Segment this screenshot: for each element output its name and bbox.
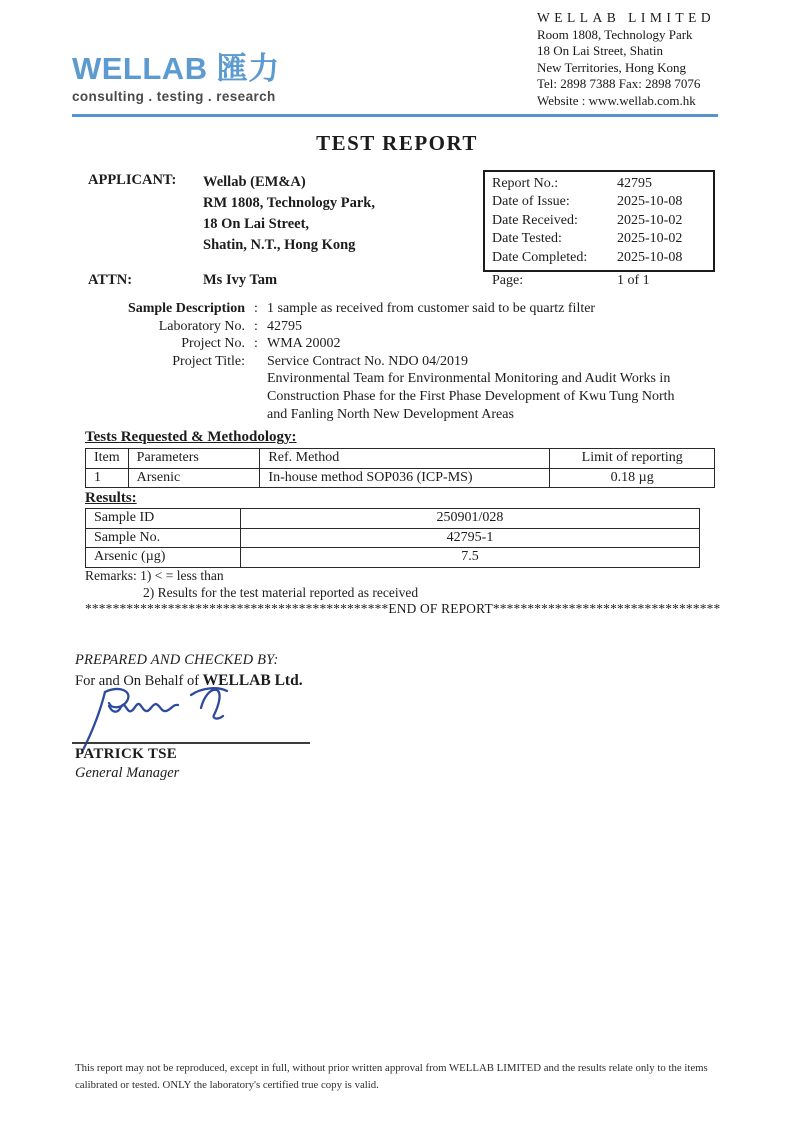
signatory-name: PATRICK TSE — [75, 746, 178, 762]
col-header-ref-method: Ref. Method — [260, 449, 550, 469]
report-no-value: 42795 — [617, 176, 652, 191]
logo-brand-en: WELLAB — [72, 51, 208, 86]
report-info-row — [492, 249, 713, 267]
company-name: WELLAB LIMITED — [537, 10, 716, 25]
project-no-label: Project No. — [181, 336, 245, 352]
applicant-line: RM 1808, Technology Park, — [203, 195, 375, 211]
colon-separator — [245, 353, 267, 371]
table-row — [86, 548, 700, 568]
date-tested-value: 2025-10-02 — [617, 231, 683, 247]
results-table — [85, 508, 700, 568]
company-address-line: New Territories, Hong Kong — [537, 59, 687, 75]
project-title-cont: Environmental Team for Environmental Monitoring and Audit Works in — [267, 371, 671, 387]
company-logo — [72, 52, 280, 104]
remark-line-2: 2) Results for the test material reported as received — [143, 584, 419, 600]
project-title-value: Service Contract No. NDO 04/2019 — [267, 353, 469, 369]
signature-image — [71, 684, 291, 750]
applicant-address — [203, 172, 375, 256]
laboratory-no-value: 42795 — [267, 318, 302, 334]
date-of-issue-value: 2025-10-08 — [617, 194, 683, 210]
cell-sample-id-label: Sample ID — [86, 509, 241, 529]
table-row — [86, 528, 700, 548]
tests-methodology-table — [85, 448, 715, 488]
footer-disclaimer: This report may not be reproduced, except in full, without prior written approval from WELLAB LIMITED and the results relate only to the items calibrated or tested. ONLY the laboratory's certified true copy is valid. — [75, 1062, 708, 1091]
page-value: 1 of 1 — [617, 273, 650, 288]
col-header-limit: Limit of reporting — [550, 449, 715, 469]
header-divider-rule — [72, 114, 718, 117]
date-tested-label: Date Tested: — [492, 231, 562, 247]
project-title-cont: Construction Phase for the First Phase Development of Kwu Tung North — [267, 388, 675, 404]
remark-line-1: Remarks: 1) < = less than — [85, 568, 224, 583]
date-received-value: 2025-10-02 — [617, 212, 683, 228]
table-header-row — [86, 449, 715, 469]
results-heading: Results: — [85, 490, 137, 506]
table-row — [86, 468, 715, 488]
report-info-row — [492, 230, 713, 248]
cell-item: 1 — [86, 468, 129, 488]
sample-description-label: Sample Description — [127, 301, 245, 316]
end-of-report-line: ********************************************END OF REPORT********************************* — [85, 601, 721, 616]
empty-separator — [245, 406, 267, 424]
empty-separator — [245, 370, 267, 388]
empty-label — [85, 406, 245, 424]
laboratory-no-label: Laboratory No. — [158, 318, 245, 334]
page-number-row — [492, 273, 722, 289]
cell-limit: 0.18 µg — [550, 468, 715, 488]
cell-parameter: Arsenic — [128, 468, 260, 488]
colon-separator: : — [254, 318, 258, 334]
behalf-company: WELLAB Ltd. — [202, 672, 303, 689]
report-info-row — [492, 212, 713, 230]
remarks-block — [85, 568, 418, 602]
col-header-parameters: Parameters — [128, 449, 260, 469]
empty-label — [85, 388, 245, 406]
cell-ref-method: In-house method SOP036 (ICP-MS) — [260, 468, 550, 488]
project-title-row — [85, 353, 675, 371]
colon-separator: : — [254, 336, 258, 352]
project-title-cont-row — [85, 370, 675, 388]
colon-separator: : — [254, 301, 258, 316]
project-title-label: Project Title: — [172, 353, 245, 369]
behalf-prefix: For and On Behalf of — [75, 673, 203, 689]
empty-label — [85, 370, 245, 388]
report-info-row — [492, 193, 713, 211]
company-address-block — [537, 10, 715, 109]
sample-info-block — [85, 300, 675, 423]
company-website-line: Website : www.wellab.com.hk — [537, 92, 696, 108]
cell-sample-id-value: 250901/028 — [241, 509, 700, 529]
report-info-box — [483, 170, 715, 272]
table-row — [86, 509, 700, 529]
report-no-label: Report No.: — [492, 176, 559, 191]
logo-brand-text — [72, 52, 280, 86]
date-received-label: Date Received: — [492, 212, 578, 228]
date-completed-label: Date Completed: — [492, 249, 588, 265]
signatory-role: General Manager — [75, 765, 180, 781]
logo-tagline: consulting . testing . research — [72, 89, 276, 104]
company-address-line: 18 On Lai Street, Shatin — [537, 43, 664, 58]
prepared-by-label: PREPARED AND CHECKED BY: — [75, 652, 279, 668]
page-label: Page: — [492, 273, 524, 288]
attn-label: ATTN: — [88, 272, 133, 288]
project-no-value: WMA 20002 — [267, 336, 341, 352]
sample-description-value: 1 sample as received from customer said to be quartz filter — [267, 301, 596, 316]
cell-sample-no-value: 42795-1 — [241, 528, 700, 548]
applicant-line: Shatin, N.T., Hong Kong — [203, 237, 356, 253]
signature-rule — [72, 742, 310, 744]
cell-arsenic-label: Arsenic (µg) — [86, 548, 241, 568]
date-completed-value: 2025-10-08 — [617, 249, 683, 265]
company-address-line: Room 1808, Technology Park — [537, 26, 693, 42]
project-title-cont: and Fanling North New Development Areas — [267, 406, 514, 422]
signoff-block — [75, 652, 375, 802]
project-title-cont-row — [85, 388, 675, 406]
cell-sample-no-label: Sample No. — [86, 528, 241, 548]
report-info-row — [492, 175, 713, 193]
col-header-item: Item — [86, 449, 129, 469]
report-title: TEST REPORT — [316, 131, 478, 155]
empty-separator — [245, 388, 267, 406]
date-of-issue-label: Date of Issue: — [492, 194, 570, 210]
attn-value: Ms Ivy Tam — [203, 272, 278, 288]
project-no-row — [85, 335, 675, 353]
sample-description-row — [85, 300, 675, 318]
laboratory-no-row — [85, 318, 675, 336]
company-phone-line: Tel: 2898 7388 Fax: 2898 7076 — [537, 76, 701, 91]
tests-methodology-heading: Tests Requested & Methodology: — [85, 429, 297, 445]
logo-brand-cn: 匯力 — [216, 51, 280, 86]
applicant-line: Wellab (EM&A) — [203, 174, 306, 190]
applicant-label: APPLICANT: — [88, 172, 177, 188]
cell-arsenic-value: 7.5 — [241, 548, 700, 568]
project-title-cont-row — [85, 406, 675, 424]
applicant-line: 18 On Lai Street, — [203, 216, 310, 232]
